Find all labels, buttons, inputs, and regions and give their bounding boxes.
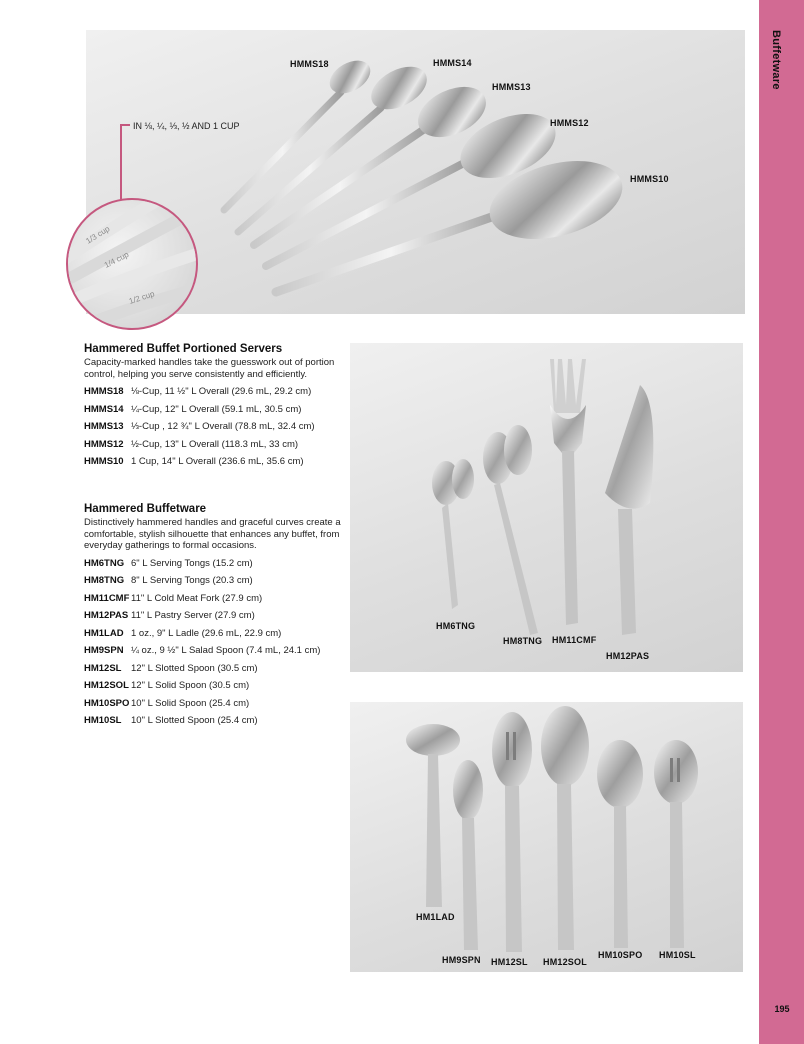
label-hm1lad: HM1LAD [416,912,455,922]
buffetware-section [84,503,346,733]
fork-hm11cmf [550,359,586,625]
label-hm12pas: HM12PAS [606,651,650,661]
sku-description: 12" L Slotted Spoon (30.5 cm) [131,662,258,674]
portioned-servers-section [84,343,346,474]
pastry-server-hm12pas [605,385,653,635]
spec-row [84,558,346,576]
capacity-callout: IN ⅛, ¼, ⅓, ½ AND 1 CUP [133,121,240,131]
label-hmms12: HMMS12 [550,118,589,128]
spec-row [84,386,346,404]
tongs-hm6tng [432,459,474,609]
sku-code: HM8TNG [84,575,125,586]
ladle-hm1lad [406,724,460,907]
inset-mark-quarter: 1/4 cup [102,249,131,270]
section-title: Buffetware [770,30,782,90]
sku-description: 11" L Pastry Server (27.9 cm) [131,610,255,621]
page-number: 195 [774,1004,790,1014]
section-side-tab [759,0,804,1044]
portioned-servers-spec-list [84,386,346,474]
section-description: Capacity-marked handles take the guesswork out of portion control, helping you serve consistently and efficiently. [84,357,335,380]
label-hm12sol: HM12SOL [543,957,587,967]
sku-description: ⅛-Cup, 11 ½" L Overall (29.6 mL, 29.2 cm) [131,386,312,397]
sku-description: 10" L Solid Spoon (25.4 cm) [131,697,250,709]
sku-description: ¼ oz., 9 ½" L Salad Spoon (7.4 mL, 24.1 cm) [131,645,321,656]
slotted-spoon-hm10sl [654,740,698,948]
inset-mark-half: 1/2 cup [127,289,156,306]
sku-description: 11" L Cold Meat Fork (27.9 cm) [131,592,263,604]
label-hm8tng: HM8TNG [503,636,543,646]
spec-row [84,610,346,628]
buffetware-spec-list [84,558,346,733]
sku-description: 1 oz., 9" L Ladle (29.6 mL, 22.9 cm) [131,627,282,639]
solid-spoon-hm10spo [597,740,643,948]
spec-row [84,456,346,474]
spec-row [84,663,346,681]
ladle-and-spoons-photo [350,702,743,972]
sku-code: HM6TNG [84,557,125,569]
spec-row [84,421,346,439]
sku-code: HM10SPO [84,697,130,709]
sku-code: HM12SOL [84,680,129,691]
sku-code: HMMS10 [84,456,124,467]
label-hm11cmf: HM11CMF [552,635,597,645]
sku-code: HM11CMF [84,592,130,604]
sku-code: HM9SPN [84,645,124,656]
label-hmms10: HMMS10 [630,174,669,184]
sku-description: ½-Cup, 13" L Overall (118.3 mL, 33 cm) [131,438,299,450]
inset-mark-third: 1/3 cup [84,224,112,246]
spec-row [84,698,346,716]
label-hm12sl: HM12SL [491,957,528,967]
solid-spoon-hm12sol [541,706,589,950]
spec-row [84,715,346,733]
sku-code: HM10SL [84,715,122,726]
sku-description: 10" L Slotted Spoon (25.4 cm) [131,715,258,726]
label-hm10sl: HM10SL [659,950,696,960]
section-heading: Hammered Buffetware [84,503,207,515]
sku-code: HM1LAD [84,627,124,639]
sku-description: ⅓-Cup , 12 ¾" L Overall (78.8 mL, 32.4 cm) [131,421,315,432]
label-hm9spn: HM9SPN [442,955,481,965]
section-description: Distinctively hammered handles and graceful curves create a comfortable, stylish silhouette that enhances any buffet, from everyday gatherings to formal occasions. [84,517,341,551]
spec-row [84,404,346,422]
spec-row [84,645,346,663]
label-hmms18: HMMS18 [290,59,329,69]
label-hm10spo: HM10SPO [598,950,643,960]
sku-code: HMMS13 [84,421,124,432]
sku-description: 6" L Serving Tongs (15.2 cm) [131,557,253,569]
spec-row [84,439,346,457]
label-hm6tng: HM6TNG [436,621,476,631]
callout-line-vertical [120,124,122,200]
sku-description: 12" L Solid Spoon (30.5 cm) [131,680,250,691]
label-hmms13: HMMS13 [492,82,531,92]
sku-code: HM12PAS [84,610,129,621]
spec-row [84,593,346,611]
section-heading: Hammered Buffet Portioned Servers [84,343,283,355]
tongs-hm8tng [483,425,538,635]
sku-description: 8" L Serving Tongs (20.3 cm) [131,575,253,586]
spec-row [84,628,346,646]
label-hmms14: HMMS14 [433,58,472,68]
sku-code: HMMS12 [84,438,124,450]
sku-code: HMMS14 [84,403,124,415]
sku-description: ¼-Cup, 12" L Overall (59.1 mL, 30.5 cm) [131,403,302,415]
slotted-spoon-hm12sl [492,712,532,952]
sku-code: HM12SL [84,662,122,674]
serving-utensils-photo [350,343,743,672]
spec-row [84,680,346,698]
capacity-marking-detail-inset [66,198,198,330]
sku-code: HMMS18 [84,386,124,397]
spec-row [84,575,346,593]
sku-description: 1 Cup, 14" L Overall (236.6 mL, 35.6 cm) [131,456,304,467]
salad-spoon-hm9spn [453,760,483,950]
